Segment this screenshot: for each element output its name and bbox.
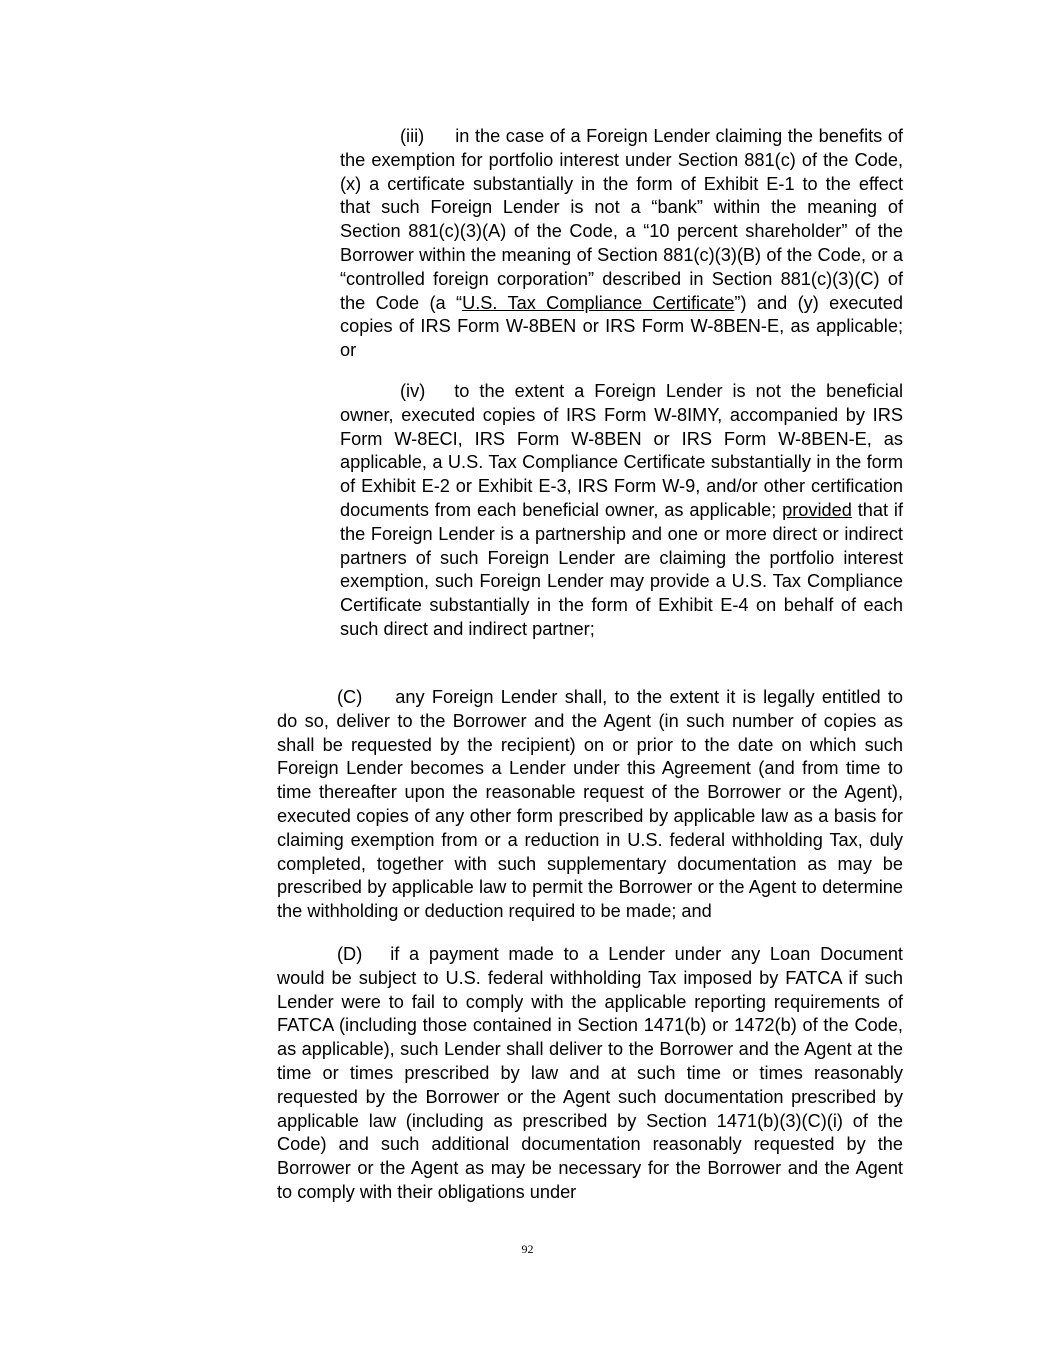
paragraph-iii-text-b: ”) and (y) executed copies of IRS Form W-8BEN or IRS Form W-8BEN-E, as applicable; or xyxy=(340,292,903,361)
paragraph-iv-label: (iv) xyxy=(400,381,426,401)
paragraph-c-text: any Foreign Lender shall, to the extent it is legally entitled to do so, deliver to the Borrower and the Agent (in such number of copies as shall be requested by the recipient) on or prior to the date on which such Foreign Lender becomes a Lender under this Agreement (and from time to time thereafter upon the reasonable request of the Borrower or the Agent), executed copies of any other form prescribed by applicable law as a basis for claiming exemption from or a reduction in U.S. federal withholding Tax, duly completed, together with such supplementary documentation as may be prescribed by applicable law to permit the Borrower or the Agent to determine the withholding or deduction required to be made; and xyxy=(277,687,903,922)
paragraph-iv-text-a: to the extent a Foreign Lender is not the beneficial owner, executed copies of IRS Form W-8IMY, accompanied by IRS Form W-8ECI, IRS Form W-8BEN or IRS Form W-8BEN-E, as applicable, a U.S. Tax Compliance Certificate substantially in the form of Exhibit E-2 or Exhibit E-3, IRS Form W-9, and/or other certification documents from each beneficial owner, as applicable; xyxy=(340,381,903,520)
paragraph-iv xyxy=(340,380,903,642)
paragraph-d-text: if a payment made to a Lender under any Loan Document would be subject to U.S. federal withholding Tax imposed by FATCA if such Lender were to fail to comply with the applicable reporting requirements of FATCA (including those contained in Section 1471(b) or 1472(b) of the Code, as applicable), such Lender shall deliver to the Borrower and the Agent at the time or times prescribed by law and at such time or times reasonably requested by the Borrower or the Agent such documentation prescribed by applicable law (including as prescribed by Section 1471(b)(3)(C)(i) of the Code) and such additional documentation reasonably requested by the Borrower or the Agent as may be necessary for the Borrower and the Agent to comply with their obligations under xyxy=(277,944,903,1202)
paragraph-iv-text-b: that if the Foreign Lender is a partnership and one or more direct or indirect partners of such Foreign Lender are claiming the portfolio interest exemption, such Foreign Lender may provide a U.S. Tax Compliance Certificate substantially in the form of Exhibit E-4 on behalf of each such direct and indirect partner; xyxy=(340,499,904,639)
paragraph-iii-label: (iii) xyxy=(400,126,425,146)
page-number: 92 xyxy=(521,1242,534,1256)
paragraph-iii xyxy=(340,125,903,363)
paragraph-c xyxy=(277,686,903,924)
paragraph-c-label: (C) xyxy=(337,687,363,707)
paragraph-d-label: (D) xyxy=(337,944,363,964)
paragraph-iii-text-a: in the case of a Foreign Lender claiming the benefits of the exemption for portfolio interest under Section 881(c) of the Code, (x) a certificate substantially in the form of Exhibit E-1 to the effect that such Foreign Lender is not a “bank” within the meaning of Section 881(c)(3)(A) of the Code, a “10 percent shareholder” of the Borrower within the meaning of Section 881(c)(3)(B) of the Code, or a “controlled foreign corporation” described in Section 881(c)(3)(C) of the Code (a “ xyxy=(340,126,903,313)
paragraph-d xyxy=(277,943,903,1205)
us-tax-compliance-certificate-term: U.S. Tax Compliance Certificate xyxy=(462,292,735,313)
provided-term: provided xyxy=(782,499,852,520)
